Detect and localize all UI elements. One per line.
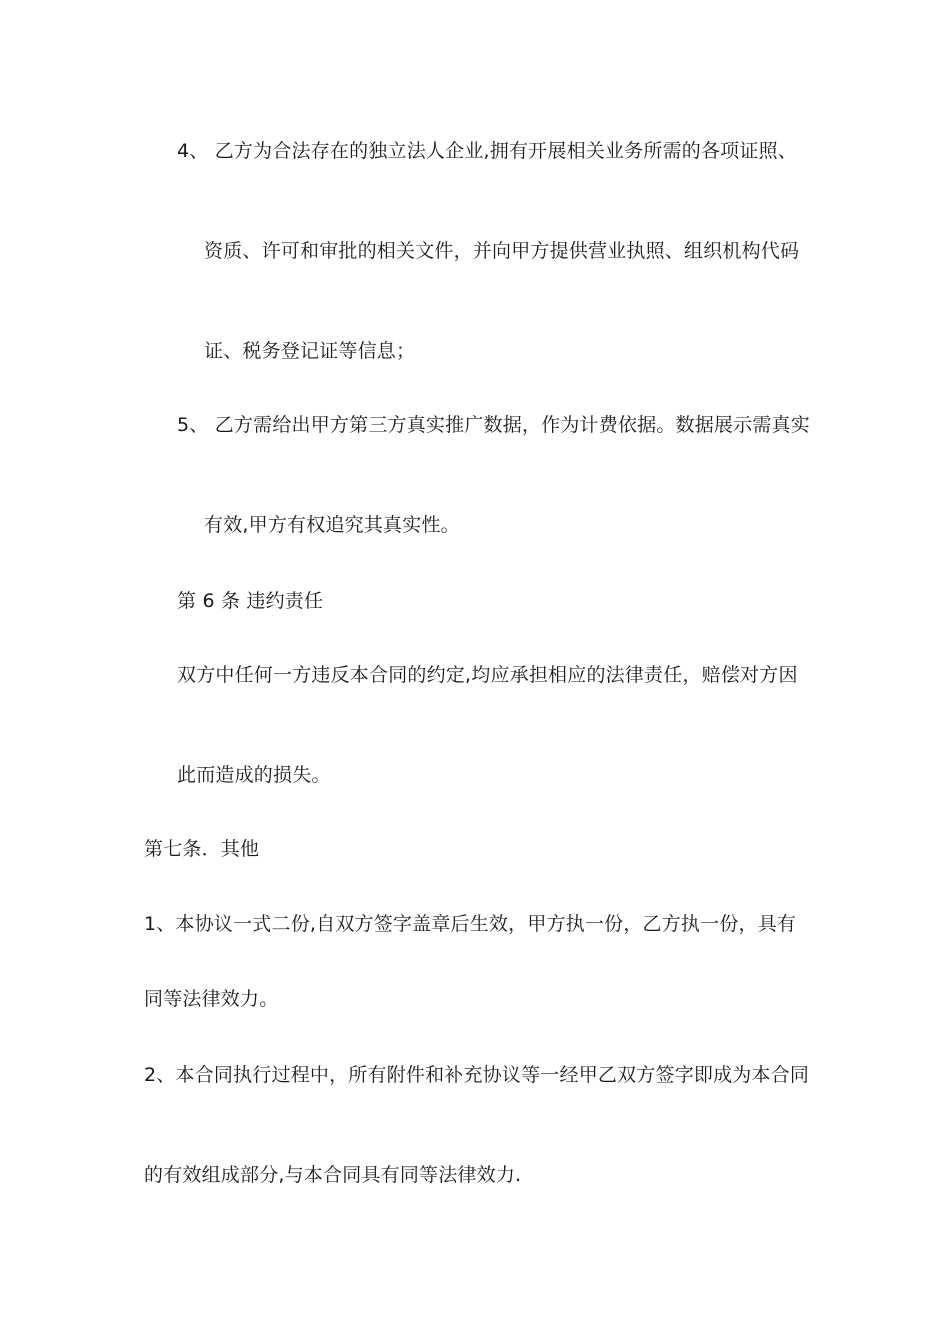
article-6-body-line-2: 此而造成的损失。 — [177, 764, 331, 786]
article-7-item-2-line-1: 2、本合同执行过程中，所有附件和补充协议等一经甲乙双方签字即成为本合同 — [144, 1064, 810, 1086]
article-7-item-1-line-2: 同等法律效力。 — [144, 988, 279, 1010]
clause-4-line-1: 4、 乙方为合法存在的独立法人企业,拥有开展相关业务所需的各项证照、 — [177, 140, 797, 162]
article-7-heading: 第七条．其他 — [144, 838, 260, 860]
clause-4-line-3: 证、税务登记证等信息； — [204, 340, 416, 362]
article-7-item-1-line-1: 1、本协议一式二份,自双方签字盖章后生效，甲方执一份，乙方执一份，具有 — [144, 913, 797, 935]
clause-5-line-2: 有效,甲方有权追究其真实性。 — [204, 514, 460, 536]
clause-4-line-2: 资质、许可和审批的相关文件，并向甲方提供营业执照、组织机构代码 — [204, 240, 800, 262]
clause-5-line-1: 5、 乙方需给出甲方第三方真实推广数据，作为计费依据。数据展示需真实 — [177, 414, 810, 436]
article-7-item-2-line-2: 的有效组成部分,与本合同具有同等法律效力. — [144, 1164, 522, 1186]
article-6-heading: 第 6 条 违约责任 — [177, 590, 324, 612]
article-6-body-line-1: 双方中任何一方违反本合同的约定,均应承担相应的法律责任，赔偿对方因 — [177, 664, 798, 686]
